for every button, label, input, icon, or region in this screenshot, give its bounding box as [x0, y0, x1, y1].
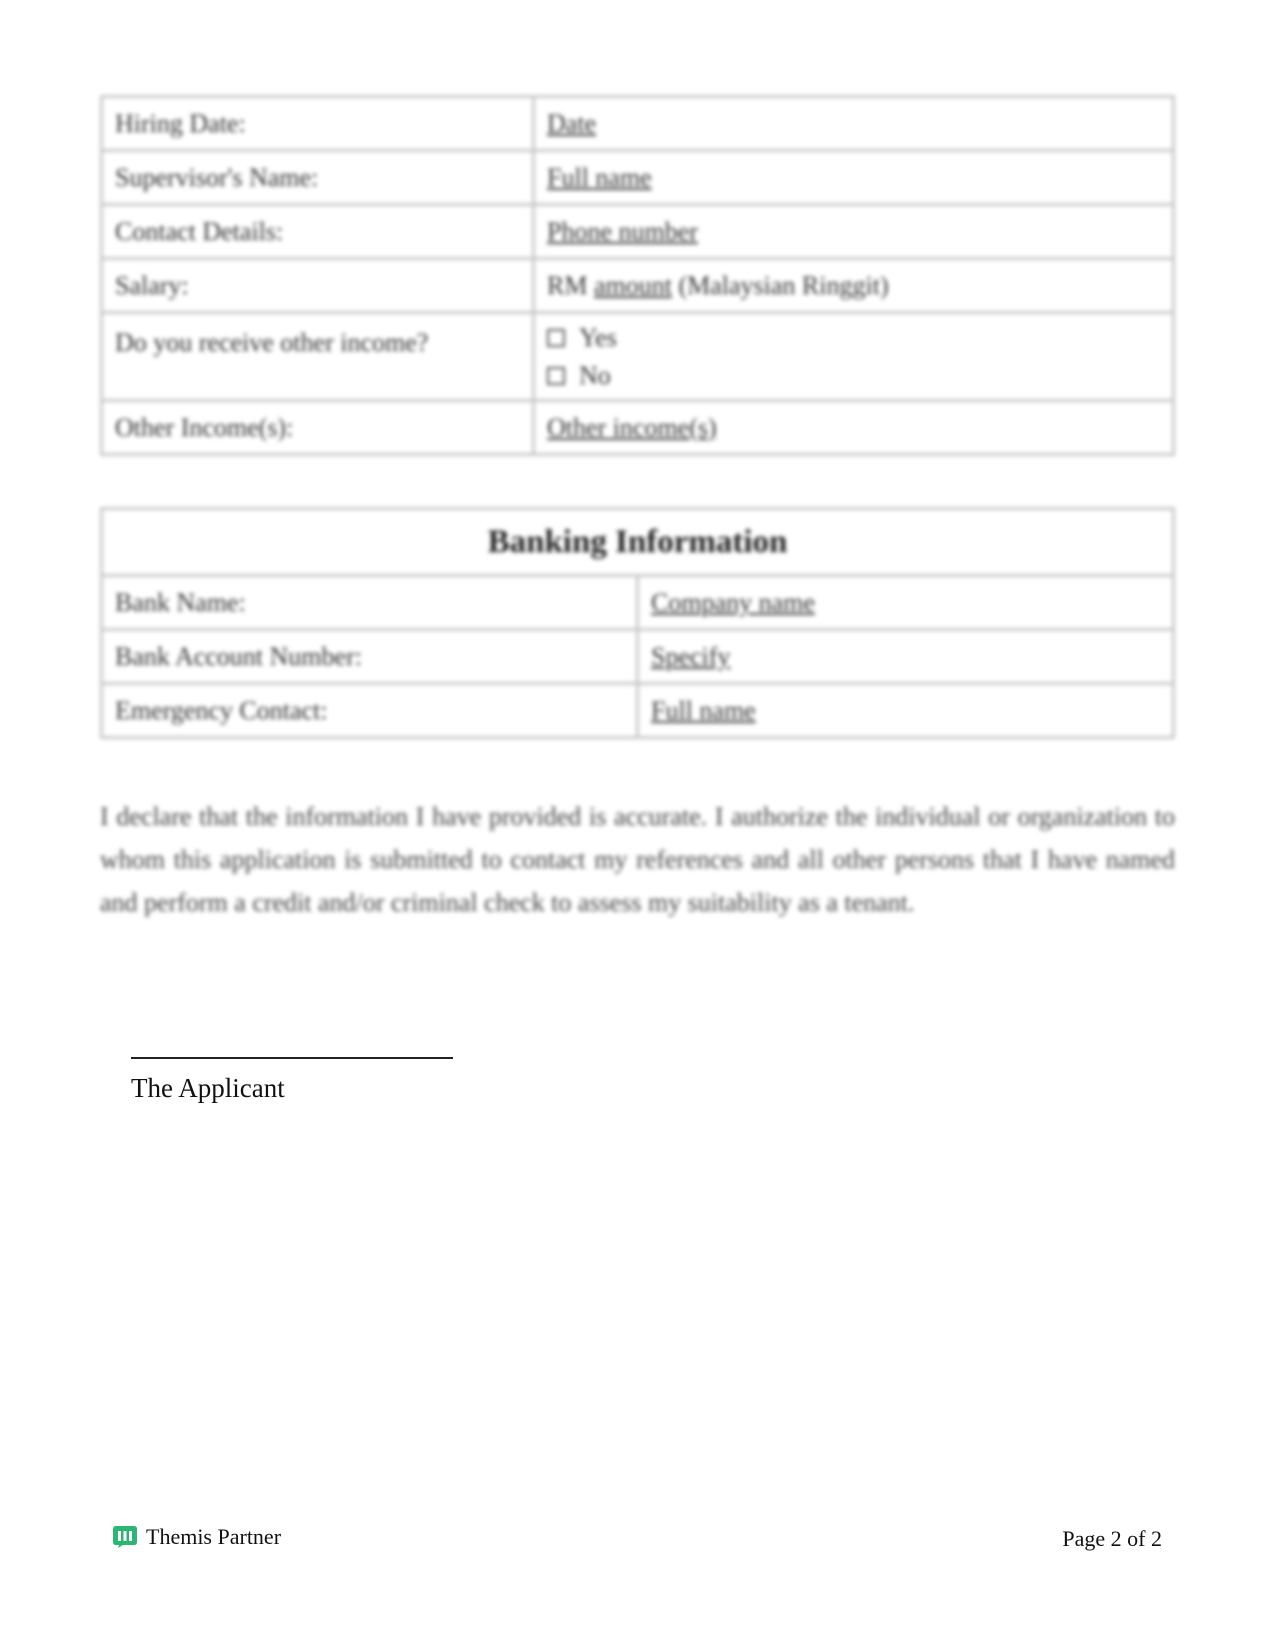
table-row: [102, 684, 1174, 738]
footer-brand: [112, 1524, 281, 1550]
checkbox-icon[interactable]: [547, 329, 565, 347]
table-row: [102, 313, 1174, 401]
emergency-contact-field[interactable]: Full name: [651, 695, 756, 725]
banking-table: [100, 507, 1175, 739]
no-option-label: No: [579, 360, 611, 390]
themis-logo-icon: [112, 1525, 138, 1549]
salary-label: Salary:: [102, 259, 534, 313]
bank-account-number-label: Bank Account Number:: [102, 630, 638, 684]
table-row: [102, 151, 1174, 205]
yes-option[interactable]: [547, 319, 1160, 357]
contact-details-field[interactable]: Phone number: [547, 216, 698, 246]
employment-table: [100, 95, 1175, 456]
other-income-question-label: Do you receive other income?: [102, 313, 534, 401]
other-incomes-label: Other Income(s):: [102, 401, 534, 455]
no-option[interactable]: [547, 357, 1160, 395]
emergency-contact-label: Emergency Contact:: [102, 684, 638, 738]
table-row: [102, 630, 1174, 684]
section-title: Banking Information: [102, 509, 1174, 576]
table-row: [102, 401, 1174, 455]
table-row: [102, 259, 1174, 313]
bank-name-label: Bank Name:: [102, 576, 638, 630]
bank-account-number-field[interactable]: Specify: [651, 641, 731, 671]
salary-amount-field[interactable]: amount: [593, 270, 672, 300]
table-row: [102, 576, 1174, 630]
brand-name: Themis Partner: [146, 1524, 282, 1549]
supervisor-name-field[interactable]: Full name: [547, 162, 652, 192]
checkbox-icon[interactable]: [547, 367, 565, 385]
hiring-date-field[interactable]: Date: [547, 108, 597, 138]
hiring-date-label: Hiring Date:: [102, 97, 534, 151]
page-number: Page 2 of 2: [1062, 1526, 1162, 1551]
declaration-text: I declare that the information I have provided is accurate. I authorize the individual or organization to whom this application is submitted to contact my references and all other persons that I have named and perform a credit and/or criminal check to assess my suitability as a tenant.: [100, 802, 1175, 917]
signature-label: The Applicant: [131, 1073, 285, 1103]
other-incomes-field[interactable]: Other income(s): [547, 412, 717, 442]
signature-line: [131, 1057, 453, 1059]
supervisor-name-label: Supervisor's Name:: [102, 151, 534, 205]
contact-details-label: Contact Details:: [102, 205, 534, 259]
table-row: [102, 97, 1174, 151]
salary-currency: RM: [547, 270, 588, 300]
bank-name-field[interactable]: Company name: [651, 587, 815, 617]
table-row: [102, 509, 1174, 576]
table-row: [102, 205, 1174, 259]
yes-option-label: Yes: [579, 322, 617, 352]
salary-currency-note: (Malaysian Ringgit): [678, 270, 889, 300]
